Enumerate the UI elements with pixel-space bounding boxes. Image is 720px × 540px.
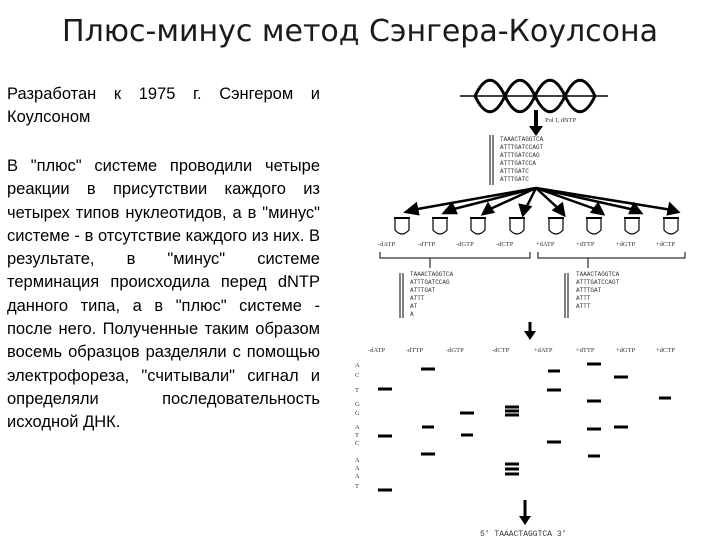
reaction-tube [549, 218, 563, 234]
tube-label: -dATP [378, 241, 395, 248]
template-strands [490, 135, 544, 185]
gel-lane-label: -dTTP [406, 347, 423, 354]
gel-lane-label: +dTTP [576, 347, 595, 354]
plus-product: TAAACTAGGTCA [576, 271, 620, 278]
gel-lane-label: -dATP [368, 347, 385, 354]
gel-band [421, 368, 435, 371]
plus-product: ATTTGATCCAGT [576, 279, 620, 286]
gel-band [547, 389, 561, 392]
minus-product: AT [410, 303, 418, 310]
reaction-tube [664, 218, 678, 234]
template-strand: TAAACTAGGTCA [500, 136, 544, 143]
minus-product: ATTT [410, 295, 425, 302]
gel-side-letter: A [355, 465, 360, 472]
gel-band [588, 455, 600, 458]
plus-product: ATTT [576, 303, 591, 310]
gel-side-letter: A [355, 473, 360, 480]
tube-label: -dGTP [456, 241, 474, 248]
gel-band [614, 376, 628, 379]
gel-band [505, 468, 519, 471]
template-strand: ATTTGATC [500, 176, 529, 183]
gel-side-letter: A [355, 362, 360, 369]
gel-bands [378, 363, 671, 492]
gel-side-letter: T [355, 432, 359, 439]
tube-label: -dCTP [496, 241, 514, 248]
gel-band [614, 426, 628, 429]
minus-product: ATTTGATCCAG [410, 279, 450, 286]
result-sequence: 5' TAAACTAGGTCA 3' [480, 530, 567, 539]
system-brackets [380, 252, 685, 268]
gel-band [505, 473, 519, 476]
gel-band [505, 406, 519, 409]
plus-product: ATTTGAT [576, 287, 602, 294]
gel-side-letter: G [355, 410, 360, 417]
gel-band [587, 363, 601, 366]
minus-product: ATTTGAT [410, 287, 436, 294]
gel-lane-label: +dCTP [656, 347, 675, 354]
gel-lane-label: +dATP [534, 347, 553, 354]
gel-side-letter: C [355, 372, 360, 379]
tube-labels [378, 241, 675, 248]
gel-band [587, 400, 601, 403]
minus-product: A [410, 311, 414, 318]
plus-products [565, 271, 620, 318]
dna-helix [460, 80, 608, 112]
reaction-tubes [394, 218, 679, 234]
gel-band [460, 412, 474, 415]
gel-band [378, 489, 392, 492]
distribution-arrows [406, 188, 678, 215]
tube-label: +dTTP [576, 241, 595, 248]
slide-title: Плюс-минус метод Сэнгера-Коулсона [62, 14, 658, 49]
gel-band [505, 463, 519, 466]
template-strand: ATTTGATCCA [500, 160, 537, 167]
gel-side-letter: G [355, 401, 360, 408]
gel-side-letter: T [355, 387, 359, 394]
gel-side-letter: T [355, 483, 359, 490]
gel-band [378, 435, 392, 438]
plus-product: ATTT [576, 295, 591, 302]
template-strand: ATTTGATCCAG [500, 152, 540, 159]
intro-paragraph: Разработан к 1975 г. Сэнгером и Коулсоном [7, 85, 320, 127]
gel-band [587, 428, 601, 431]
tube-label: -dTTP [418, 241, 435, 248]
reaction-tube [510, 218, 524, 234]
gel-band [548, 370, 560, 373]
gel-band [505, 410, 519, 413]
enzyme-label: Pol I, dNTP [545, 117, 577, 124]
tube-label: +dATP [536, 241, 555, 248]
gel-band [659, 397, 671, 400]
gel-side-letter: A [355, 424, 360, 431]
gel-side-letter: C [355, 440, 360, 447]
reaction-tube [625, 218, 639, 234]
gel-lane-label: -dGTP [446, 347, 464, 354]
gel-lane-labels [368, 347, 675, 354]
method-paragraph: В "плюс" системе проводили четыре реакции в присутствии каждого из четырех типов нуклеотидов, а в "минус" системе - в отсутствие каждого из них. В результате, в "минус" системе терминация происходила перед dNTP данного типа, а в "плюс" системе - после него. Полученные таким образом восемь образцов разделяли с помощью электрофореза, "считывали" сигнал и определяли последовательность исходной ДНК. [7, 157, 320, 432]
reaction-tube [471, 218, 485, 234]
gel-lane-label: -dCTP [492, 347, 510, 354]
gel-band [422, 426, 434, 429]
gel-band [421, 453, 435, 456]
tube-label: +dCTP [656, 241, 675, 248]
minus-product: TAAACTAGGTCA [410, 271, 454, 278]
template-strand: ATTTGATC [500, 168, 529, 175]
gel-lane-label: +dGTP [616, 347, 636, 354]
gel-band [461, 434, 473, 437]
sequencing-diagram [340, 70, 720, 540]
reaction-tube [587, 218, 601, 234]
gel-band [547, 441, 561, 444]
gel-band [505, 414, 519, 417]
reaction-tube [433, 218, 447, 234]
minus-products [400, 271, 454, 318]
gel-sequence-letters [355, 362, 360, 490]
reaction-tube [395, 218, 409, 234]
gel-band [378, 388, 392, 391]
tube-label: +dGTP [616, 241, 636, 248]
gel-side-letter: A [355, 457, 360, 464]
template-strand: ATTTGATCCAGT [500, 144, 544, 151]
